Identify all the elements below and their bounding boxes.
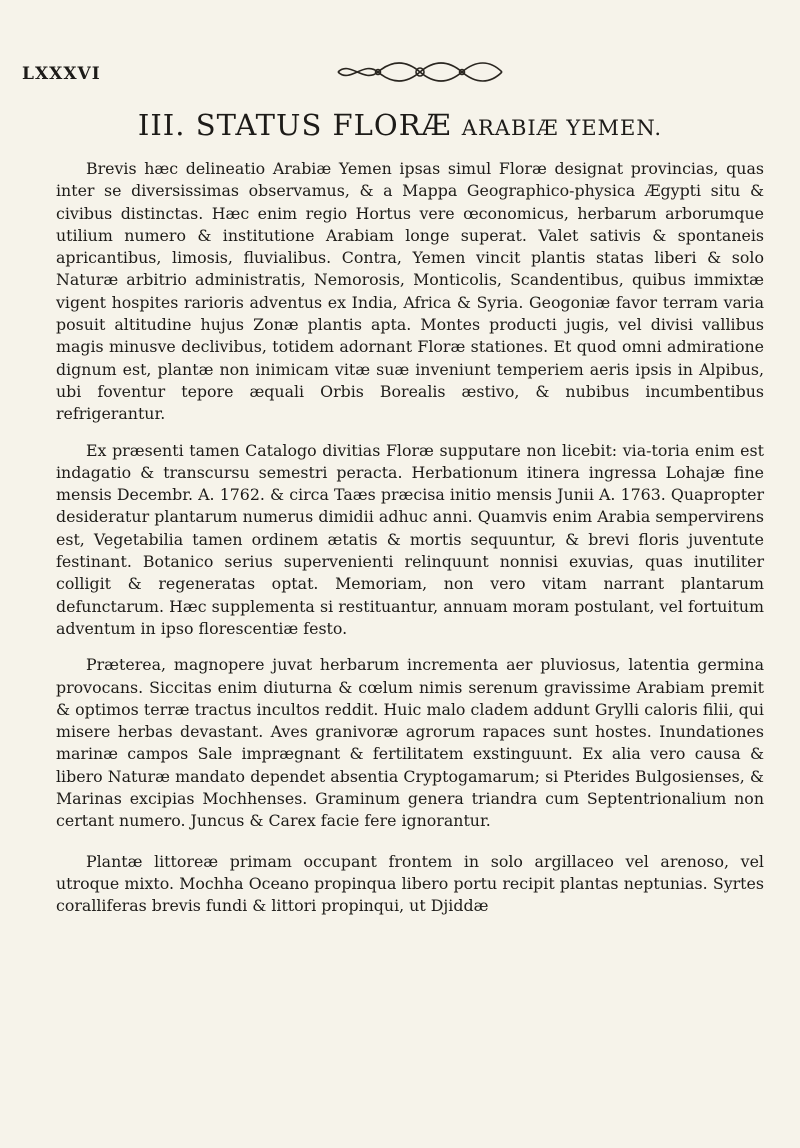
body-text	[56, 158, 764, 932]
ornament-icon	[330, 58, 510, 86]
paragraph: Præterea, magnopere juvat herbarum incrementa aer pluviosus, latentia germina provocans. Siccitas enim diuturna & cœlum nimis serenum gravissime Arabiam premit & optimos terræ tractus incultos reddit. Huic malo cladem addunt Grylli caloris filii, qui misere herbas devastant. Aves granivoræ agrorum rapaces sunt hostes. Inundationes marinæ campos Sale imprægnant & fertilitatem exstinguunt. Ex alia vero causa & libero Naturæ mandato dependet absentia Cryptogamarum; si Pterides Bulgosienses, & Marinas excipias Mochhenses. Graminum genera triandra cum Septentrionalium non certant numero. Juncus & Carex facie fere ignorantur.	[56, 655, 764, 831]
page-number: LXXXVI	[22, 64, 101, 84]
heading-small: ARABIÆ YEMEN.	[461, 116, 663, 140]
heading-number: III.	[137, 108, 186, 142]
paragraph: Ex præsenti tamen Catalogo divitias Floræ supputare non licebit: via-toria enim est indagatio & transcursu semestri peracta. Herbationum itinera ingressa Lohajæ fine mensis Decembr. A. 1762. & circa Taæs præcisa initio mensis Junii A. 1763. Quapropter desideratur plantarum numerus dimidii adhuc anni. Quamvis enim Arabia sempervirens est, Vegetabilia tamen ordinem ætatis & mortis sequuntur, & brevi floris juventute festinant. Botanico serius supervenienti relinquunt nonnisi exuvias, quas inutiliter colligit & regeneratas optat. Memoriam, non vero vitam narrant plantarum defunctarum. Hæc supplementa si restituantur, annuam moram postulant, vel fortuitum adventum in ipso florescentiæ festo.	[56, 440, 764, 638]
heading-main: STATUS FLORÆ	[195, 108, 452, 142]
paragraph: Plantæ littoreæ primam occupant frontem in solo argillaceo vel arenoso, vel utroque mixto. Mochha Oceano propinqua libero portu recipit plantas neptunias. Syrtes coralliferas brevis fundi & littori propinqui, ut Djiddæ	[56, 851, 764, 916]
paragraph: Brevis hæc delineatio Arabiæ Yemen ipsas simul Floræ designat provincias, quas inter se diversissimas observamus, & a Mappa Geographico-physica Ægypti situ & civibus distinctas. Hæc enim regio Hortus vere œconomicus, herbarum arborumque utilium numero & institutione Arabiam longe superat. Valet sativis & spontaneis apricantibus, limosis, fluvialibus. Contra, Yemen vincit plantis statas liberi & solo Naturæ arbitrio administratis, Nemorosis, Monticolis, Scandentibus, quibus immixtæ vigent hospites rarioris adventus ex India, Africa & Syria. Geogoniæ favor terram varia posuit altitudine hujus Zonæ plantis apta. Montes producti jugis, vel divisi vallibus magis minusve declivibus, totidem adornant Floræ stationes. Et quod omni admiratione dignum est, plantæ non inimicam vitæ suæ inveniunt temperiem aeris ipsis in Alpibus, ubi foventur tepore æquali Orbis Borealis æstivo, & nubibus incumbentibus refrigerantur.	[56, 159, 764, 424]
section-heading	[0, 108, 800, 142]
